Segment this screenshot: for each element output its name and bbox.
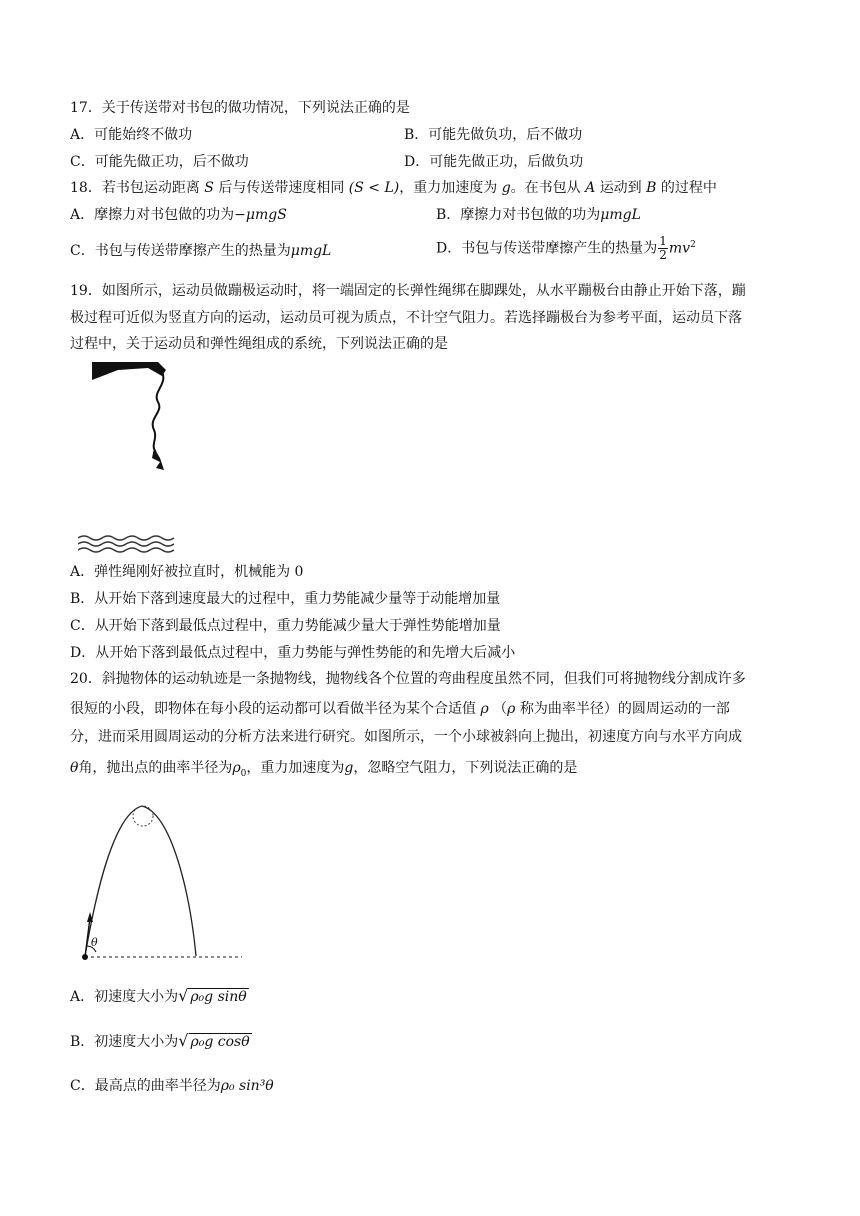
- q20-option-a-text: A．初速度大小为: [70, 989, 179, 1005]
- fraction-denominator: 2: [659, 248, 667, 263]
- projectile-figure: [74, 794, 244, 966]
- q20-option-c-math: ρ₀ sin³θ: [220, 1078, 274, 1094]
- q20-option-b-math: ρ₀g cosθ: [190, 1034, 250, 1050]
- q19-option-b: B．从开始下落到速度最大的过程中，重力势能减少量等于动能增加量: [70, 591, 501, 607]
- q20-stem-part: ，重力加速度为: [246, 760, 345, 776]
- q20-stem-part: 很短的小段，即物体在每小段的运动都可以看做半径为某个合适值: [70, 701, 476, 717]
- q19-stem-line-2: 极过程可近似为竖直方向的运动，运动员可视为质点，不计空气阻力。若选择蹦极台为参考平面，运动员下落: [70, 310, 742, 326]
- q18-var-g: g: [501, 180, 511, 196]
- q18-var-b: B: [646, 180, 657, 196]
- q20-option-c: [70, 1076, 274, 1096]
- q18-var-a: A: [585, 180, 596, 196]
- q18-option-b-text: B．摩擦力对书包做的功为: [436, 207, 601, 223]
- q20-option-a: A．初速度大小为√ ρ₀g sinθ: [70, 986, 247, 1005]
- q18-stem-part: ，重力加速度为: [399, 180, 498, 196]
- q18-option-c-math: μmgL: [290, 243, 332, 259]
- q20-rho: ρ: [480, 701, 489, 717]
- q17-option-a: A．可能始终不做功: [70, 127, 193, 143]
- q18-stem: [70, 178, 717, 198]
- q18-option-c-text: C．书包与传送带摩擦产生的热量为: [70, 243, 291, 259]
- q20-rho0: ρ: [232, 760, 241, 776]
- q20-rho0-subscript: 0: [240, 768, 247, 779]
- q18-option-a-math: −μmgS: [234, 207, 287, 223]
- q19-stem-line-3: 过程中，关于运动员和弹性绳组成的系统，下列说法正确的是: [70, 336, 448, 352]
- q18-stem-part: 18．若书包运动距离: [70, 180, 200, 196]
- velocity-arrow: [85, 918, 90, 957]
- fraction-numerator: 1: [659, 234, 667, 249]
- q20-stem-part: 称为曲率半径）的圆周运动的一部: [519, 701, 730, 717]
- q17-stem: 17．关于传送带对书包的做功情况，下列说法正确的是: [70, 100, 410, 116]
- q18-condition: (S < L): [348, 180, 400, 196]
- q20-option-b-text: B．初速度大小为: [70, 1034, 179, 1050]
- q20-option-a-math: ρ₀g sinθ: [190, 989, 247, 1005]
- q20-stem-line-2: [70, 699, 730, 719]
- q19-option-a: A．弹性绳刚好被拉直时，机械能为 0: [70, 564, 304, 580]
- q18-option-a-text: A．摩擦力对书包做的功为: [70, 207, 235, 223]
- q18-stem-part: 运动到: [599, 180, 642, 196]
- q17-option-b: B．可能先做负功，后不做功: [404, 127, 583, 143]
- q20-stem-line-4: [70, 758, 577, 784]
- q18-stem-part: 的过程中: [660, 180, 717, 196]
- bungee-platform: [92, 362, 166, 380]
- q20-stem-part: （: [493, 701, 508, 717]
- bungee-figure: [78, 358, 190, 558]
- q18-option-a: [70, 205, 287, 225]
- water-waves: [78, 536, 174, 552]
- q17-option-d: D．可能先做正功，后做负功: [404, 154, 584, 170]
- q17-option-c: C．可能先做正功，后不做功: [70, 154, 249, 170]
- q18-stem-part: 。在书包从: [510, 180, 581, 196]
- q18-option-d: [436, 235, 696, 262]
- q18-var-s: S: [204, 180, 214, 196]
- q20-option-b: B．初速度大小为√ ρ₀g cosθ: [70, 1031, 250, 1050]
- q18-option-d-exponent: 2: [690, 240, 696, 250]
- q18-option-c: [70, 241, 331, 261]
- q18-stem-part: 后与传送带速度相同: [218, 180, 345, 196]
- q18-fraction: [658, 235, 668, 262]
- q20-theta: θ: [70, 760, 79, 776]
- bungee-jumper: [152, 448, 164, 470]
- parabola-trajectory: [85, 806, 196, 956]
- q19-stem-line-1: 19．如图所示，运动员做蹦极运动时，将一端固定的长弹性绳绑在脚踝处，从水平蹦极台由静止开始下落，蹦: [70, 283, 746, 299]
- q18-option-d-math: mv: [668, 240, 691, 257]
- q20-stem-part: 角，抛出点的曲率半径为: [78, 760, 233, 776]
- q20-rho: ρ: [507, 701, 516, 717]
- angle-theta-label: θ: [91, 936, 98, 949]
- q18-option-d-text: D．书包与传送带摩擦产生的热量为: [436, 240, 658, 257]
- q20-stem-part: ，忽略空气阻力，下列说法正确的是: [353, 760, 578, 776]
- q20-var-g: g: [344, 760, 354, 776]
- q20-option-c-text: C．最高点的曲率半径为: [70, 1078, 221, 1094]
- q19-option-c: C．从开始下落到最低点过程中，重力势能减少量大于弹性势能增加量: [70, 618, 501, 634]
- q20-stem-line-3: 分，进而采用圆周运动的分析方法来进行研究。如图所示，一个小球被斜向上抛出，初速度方向与水平方向成: [70, 729, 742, 745]
- q19-option-d: D．从开始下落到最低点过程中，重力势能与弹性势能的和先增大后减小: [70, 645, 516, 661]
- q18-option-b-math: μmgL: [600, 207, 641, 223]
- q20-stem-line-1: 20．斜抛物体的运动轨迹是一条抛物线，抛物线各个位置的弯曲程度虽然不同，但我们可将抛物线分割成许多: [70, 671, 746, 687]
- bungee-rope: [153, 372, 164, 452]
- q18-option-b: [436, 205, 641, 225]
